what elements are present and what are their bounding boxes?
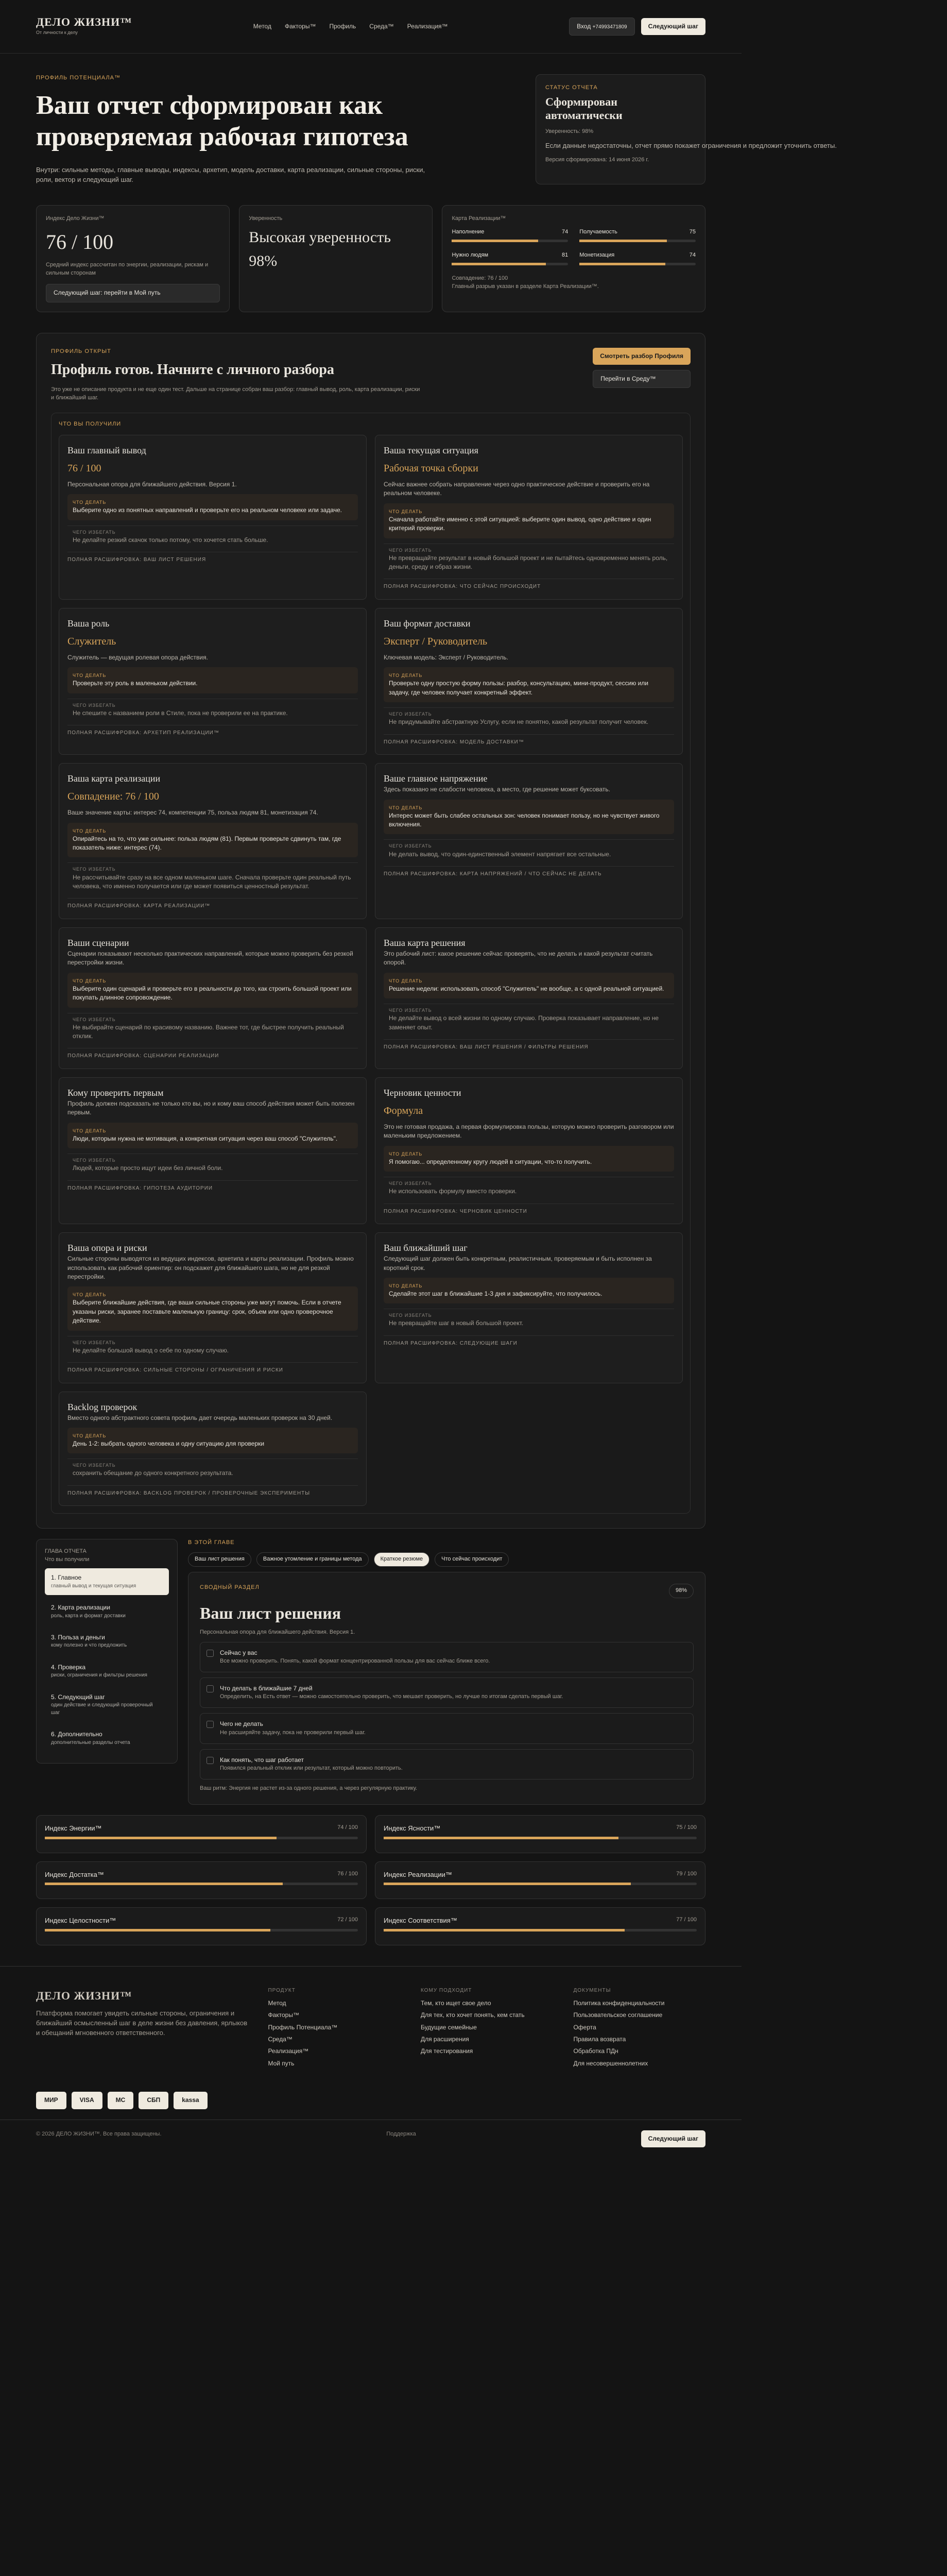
sidebar-item[interactable] [45, 1725, 169, 1752]
card-title: Ваша опора и риски [67, 1243, 147, 1253]
card-link[interactable]: ПОЛНАЯ РАСШИФРОВКА: МОДЕЛЬ ДОСТАВКИ™ [384, 734, 674, 747]
index-bar [384, 1929, 697, 1931]
map-row-value: 74 [689, 252, 696, 259]
card-do: ЧТО ДЕЛАТЬ Выберите один сценарий и проверьте его в реальности до того, как строить большой проект или покупать длинное сопровождение. [67, 973, 358, 1008]
footer-link[interactable]: Обработка ПДн [573, 2047, 618, 2055]
card-dont-text: Не превращайте результат в новый большой проект и не пытайтесь одновременно менять роль, деньги, среду и образ жизни. [389, 554, 668, 571]
step-checkbox[interactable] [206, 1685, 214, 1692]
card-dont: ЧЕГО ИЗБЕГАТЬ Не делайте резкий скачок только потому, что хочется стать больше. [67, 526, 358, 548]
step-desc: Появился реальный отклик или результат, который можно повторить. [220, 1765, 403, 1771]
sidebar-item[interactable] [45, 1628, 169, 1655]
card-dont-text: Не превращайте шаг в новый большой проект. [389, 1319, 524, 1327]
map-row-value: 74 [561, 229, 569, 235]
step-title: Сейчас у вас [220, 1649, 257, 1656]
index-card [375, 1861, 705, 1900]
card-do-text: Интерес может быть слабее остальных зон: человек понимает пользу, но не чувствует живого включения. [389, 811, 660, 828]
map-row-head [579, 251, 696, 260]
card-link[interactable]: ПОЛНАЯ РАСШИФРОВКА: АРХЕТИП РЕАЛИЗАЦИИ™ [67, 725, 358, 737]
site-header [0, 0, 742, 54]
step-checkbox[interactable] [206, 1721, 214, 1728]
card-do: ЧТО ДЕЛАТЬ День 1-2: выбрать одного человека и одну ситуацию для проверки [67, 1428, 358, 1453]
sidebar-item-sub: главный вывод и текущая ситуация [51, 1583, 136, 1589]
sidebar-item[interactable] [45, 1658, 169, 1685]
sidebar-item-sub: риски, ограничения и фильтры решения [51, 1672, 147, 1679]
page-title: Ваш отчет сформирован как проверяемая рабочая гипотеза [36, 90, 408, 152]
card-link[interactable]: ПОЛНАЯ РАСШИФРОВКА: КАРТА РЕАЛИЗАЦИИ™ [67, 898, 358, 910]
card-title: Кому проверить первым [67, 1087, 164, 1098]
card-dont-text: Не спешите с названием роли в Стиле, пока не проверили ее на практике. [73, 709, 288, 717]
hero-kicker: ПРОФИЛЬ ПОТЕНЦИАЛА™ [36, 75, 120, 81]
map-row-bar [579, 240, 696, 242]
card-dont-text: Не рассчитывайте сразу на все одном маленьком шаге. Сначала проверьте один реальный путь человека, что именно получается или где может появиться ценностный результат. [73, 873, 351, 890]
report-title: Профиль готов. Начните с личного разбора [51, 362, 334, 378]
index-bar [384, 1883, 697, 1885]
step-desc: Все можно проверить. Понять, какой формат концентрированной пользы для вас сейчас ближе всего. [220, 1657, 490, 1664]
index-value: 79 / 100 [676, 1870, 697, 1877]
index-name: Индекс Целостности™ [45, 1917, 116, 1925]
card-do: ЧТО ДЕЛАТЬ Сначала работайте именно с этой ситуацией: выберите один вывод, одно действие и один критерий проверки. [384, 503, 674, 538]
card-do: ЧТО ДЕЛАТЬ Опирайтесь на то, что уже сильнее: польза людям (81). Первым проверьте сдвинуть там, где показатель ниже: интерес (74). [67, 823, 358, 858]
card-desc: Ваше значение карты: интерес 74, компетенции 75, польза людям 81, монетизация 74. [67, 809, 318, 817]
index-value: 75 / 100 [676, 1824, 697, 1831]
chapter-sidebar: ГЛАВА ОТЧЕТА Что вы получили 1. Главное главный вывод и текущая ситуация 2. Карта реализации роль, карта и формат доставки 3. Польза и деньги кому полезно и что предложить 4. Проверка риски, ограничения и фильтры решения 5. Следующий шаг один действие и следующий проверочный шаг 6. Дополнительно дополнительные разделы отчета [36, 1539, 178, 1764]
card-do-text: Проверьте эту роль в маленьком действии. [73, 680, 198, 687]
card-do: ЧТО ДЕЛАТЬ Решение недели: использовать способ "Служитель" не вообще, а с одной реальной ситуацией. [384, 973, 674, 998]
footer-link[interactable]: Пользовательское соглашение [573, 2011, 663, 2019]
card-do: ЧТО ДЕЛАТЬ Сделайте этот шаг в ближайшие 1-3 дня и зафиксируйте, что получилось. [384, 1278, 674, 1303]
card-title: Ваш формат доставки [384, 618, 471, 629]
hero-description: Внутри: сильные методы, главные выводы, индексы, архетип, модель доставки, карта реализации, сильные стороны, риски, роли, вектор и следующий шаг. [36, 165, 425, 183]
step-checkbox[interactable] [206, 1757, 214, 1764]
card-desc: Сейчас важнее собрать направление через одно практическое действие и проверить его на реальном человеке. [384, 480, 650, 497]
payment-logo: МИР [36, 2092, 66, 2109]
map-row-value: 75 [689, 229, 696, 235]
card-desc: Вместо одного абстрактного совета профиль дает очередь маленьких проверок на 30 дней. [67, 1414, 333, 1421]
card-dont-text: сохранить обещание до одного конкретного результата. [73, 1469, 233, 1477]
payment-methods [36, 2092, 705, 2109]
index-value: 77 / 100 [676, 1917, 697, 1923]
card-dont: ЧЕГО ИЗБЕГАТЬ Не делайте вывод о всей жизни по одному случаю. Проверка показывает направление, но не заменяет опыт. [384, 1004, 674, 1035]
card-desc: Это не готовая продажа, а первая формулировка пользы, которую можно проверить разговором или маленьким предложением. [384, 1123, 674, 1140]
payment-logo: kassa [174, 2092, 207, 2109]
card-title: Ваша карта решения [384, 937, 466, 948]
sidebar-item-sub: роль, карта и формат доставки [51, 1613, 126, 1619]
footer-link[interactable]: Метод [268, 1999, 286, 2007]
step-title: Что делать в ближайшие 7 дней [220, 1684, 313, 1692]
card-dont-text: Не делать вывод, что один-единственный элемент напрягает все остальные. [389, 850, 611, 858]
card-do: ЧТО ДЕЛАТЬ Проверьте эту роль в маленьком действии. [67, 667, 358, 693]
payment-logo: СБП [139, 2092, 168, 2109]
card-dont-text: Не придумывайте абстрактную Услугу, если не понятно, какой результат получит человек. [389, 718, 649, 726]
map-row-head [452, 228, 568, 236]
card-do: ЧТО ДЕЛАТЬ Я помогаю... определенному кругу людей в ситуации, что-то получить. [384, 1146, 674, 1172]
card-dont: ЧЕГО ИЗБЕГАТЬ Не использовать формулу вместо проверки. [384, 1177, 674, 1199]
map-row-value: 81 [561, 252, 569, 259]
index-card [375, 1907, 705, 1945]
report-card [59, 1232, 367, 1383]
card-link[interactable]: ПОЛНАЯ РАСШИФРОВКА: ЧТО СЕЙЧАС ПРОИСХОДИТ [384, 579, 674, 591]
card-desc: Сценарии показывают несколько практических направлений, которые можно проверить без резкой перестройки жизни. [67, 950, 353, 967]
card-desc: Следующий шаг должен быть конкретным, реалистичным, проверяемым и быть исполнен за короткий срок. [384, 1255, 652, 1272]
map-row [452, 251, 568, 270]
sidebar-item-title: 1. Главное [51, 1574, 82, 1582]
card-do-text: Опирайтесь на то, что уже сильнее: польза людям (81). Первым проверьте сдвинуть там, где показатель ниже: интерес (74). [73, 835, 341, 852]
decision-sheet: СВОДНЫЙ РАЗДЕЛ 98% Ваш лист решения Персональная опора для ближайшего действия. Версия 1. Сейчас у вас Все можно проверить. Понять, какой формат концентрированной пользы для вас сейчас ближе всего. Что делать в ближайшие 7 дней Определить, на Есть ответ — можно самостоятельно проверить, что мешает проверить, но лучше по итогам сделать первый шаг. Чего не делать Не расширяйте задачу, пока не проверили первый шаг. Как понять, что шаг работает Появился реальный отклик или результат, который можно повторить. Ваш ритм: Энергия не растет из-за одного решения, а через регулярную практику. [188, 1572, 705, 1805]
card-do-text: Выберите один сценарий и проверьте его в реальности до того, как строить большой проект или покупать длинное сопровождение. [73, 985, 352, 1002]
card-dont: ЧЕГО ИЗБЕГАТЬ Не делайте большой вывод о себе по одному случаю. [67, 1336, 358, 1358]
footer-link[interactable]: Для тех, кто хочет понять, кем стать [420, 2011, 525, 2019]
nav-environment[interactable]: Среда™ [369, 22, 394, 30]
confidence-value: 98% [249, 252, 278, 270]
map-row-label: Монетизация [579, 252, 615, 259]
card-dont: ЧЕГО ИЗБЕГАТЬ Не превращайте результат в новый большой проект и не пытайтесь одновременно менять роль, деньги, среду и образ жизни. [384, 544, 674, 575]
index-bar [45, 1837, 358, 1839]
index-name: Индекс Достатка™ [45, 1870, 104, 1878]
report-card [59, 608, 367, 755]
sidebar-item-title: 3. Польза и деньги [51, 1634, 105, 1641]
footer-link[interactable]: Среда™ [268, 2035, 292, 2043]
card-link[interactable]: ПОЛНАЯ РАСШИФРОВКА: ВАШ ЛИСТ РЕШЕНИЯ [67, 552, 358, 564]
card-dont-text: Не делайте большой вывод о себе по одному случаю. [73, 1346, 229, 1354]
card-desc: Сильные стороны выводятся из ведущих индексов, архетипа и карты реализации. Профиль можно использовать как рабочий ориентир: он подскажет для ближайшего шага, но не для резкой перестройки. [67, 1255, 354, 1280]
card-desc: Служитель — ведущая ролевая опора действия. [67, 654, 208, 662]
card-desc: Профиль должен подсказать не только кто вы, но и кому ваш способ действия может быть полезен первым. [67, 1099, 355, 1116]
card-dont: ЧЕГО ИЗБЕГАТЬ Не превращайте шаг в новый большой проект. [384, 1309, 674, 1331]
chapter-chip[interactable]: Важное утомление и границы метода [256, 1552, 369, 1567]
index-name: Индекс Соответствия™ [384, 1917, 457, 1925]
index-card: Индекс Дело Жизни™ 76 / 100 Средний индекс рассчитан по энергии, реализации, рискам и сильным сторонам Следующий шаг: перейти в Мой путь [36, 205, 230, 312]
card-title: Backlog проверок [67, 1401, 137, 1412]
card-dont: ЧЕГО ИЗБЕГАТЬ Не придумывайте абстрактную Услугу, если не понятно, какой результат получит человек. [384, 707, 674, 730]
card-desc: Это рабочий лист: какое решение сейчас проверять, что не делать и какой результат считать опорой. [384, 950, 653, 967]
index-card [375, 1815, 705, 1853]
sidebar-item-title: 4. Проверка [51, 1663, 86, 1671]
card-do: ЧТО ДЕЛАТЬ Проверьте одну простую форму пользы: разбор, консультацию, мини-продукт, сессию или задачу, где человек получает конкретный эффект. [384, 667, 674, 702]
step-title: Чего не делать [220, 1720, 263, 1728]
card-dont: ЧЕГО ИЗБЕГАТЬ Не спешите с названием роли в Стиле, пока не проверили ее на практике. [67, 699, 358, 721]
card-do-text: Решение недели: использовать способ "Служитель" не вообще, а с одной реальной ситуацией. [389, 985, 664, 992]
card-dont-text: Не выбирайте сценарий по красивому названию. Важнее тот, где быстрее получить реальный отклик. [73, 1023, 344, 1040]
footer-link[interactable]: Для тестирования [420, 2047, 473, 2055]
main-nav [253, 22, 448, 31]
card-dont: ЧЕГО ИЗБЕГАТЬ Не выбирайте сценарий по красивому названию. Важнее тот, где быстрее получить реальный отклик. [67, 1013, 358, 1044]
nav-method[interactable]: Метод [253, 22, 271, 30]
sidebar-item-sub: дополнительные разделы отчета [51, 1739, 130, 1745]
footer-link[interactable]: Тем, кто ищет свое дело [420, 1999, 491, 2007]
map-row-bar [452, 240, 568, 242]
card-dont-text: Не использовать формулу вместо проверки. [389, 1188, 517, 1195]
card-link[interactable]: ПОЛНАЯ РАСШИФРОВКА: BACKLOG ПРОВЕРОК / ПРОВЕРОЧНЫЕ ЭКСПЕРИМЕНТЫ [67, 1485, 358, 1498]
index-value: 76 / 100 [337, 1870, 358, 1877]
footer-link[interactable]: Факторы™ [268, 2011, 299, 2019]
footer-next-step-button[interactable]: Следующий шаг [641, 2130, 705, 2147]
card-do: ЧТО ДЕЛАТЬ Люди, которым нужна не мотивация, а конкретная ситуация через ваш способ "Служитель". [67, 1123, 358, 1148]
card-link[interactable]: ПОЛНАЯ РАСШИФРОВКА: СЛЕДУЮЩИЕ ШАГИ [384, 1335, 674, 1348]
card-score: 76 / 100 [67, 462, 101, 474]
map-row-head [452, 251, 568, 260]
card-title: Ваш ближайший шаг [384, 1243, 468, 1253]
card-title: Ваше главное напряжение [384, 773, 488, 784]
card-do-text: Выберите ближайшие действия, где ваши сильные стороны уже могут помочь. Если в отчете указаны риски, заранее поставьте маленькую границу: срок, объем или одно проверочное действие. [73, 1299, 341, 1325]
map-row-label: Получаемость [579, 229, 617, 235]
card-do-text: День 1-2: выбрать одного человека и одну ситуацию для проверки [73, 1440, 265, 1448]
footer-link[interactable]: Для несовершеннолетних [573, 2059, 648, 2067]
card-score: Эксперт / Руководитель [384, 636, 488, 648]
sidebar-item-sub: кому полезно и что предложить [51, 1642, 127, 1649]
card-score: Рабочая точка сборки [384, 462, 478, 474]
map-row-bar [579, 263, 696, 265]
card-desc: Ключевая модель: Эксперт / Руководитель. [384, 654, 508, 662]
report-card [375, 927, 683, 1069]
sidebar-item-title: 2. Карта реализации [51, 1604, 110, 1612]
go-my-path-button[interactable]: Следующий шаг: перейти в Мой путь [46, 284, 220, 302]
card-do-text: Я помогаю... определенному кругу людей в ситуации, что-то получить. [389, 1158, 592, 1165]
chapter-chip[interactable]: Ваш лист решения [188, 1552, 251, 1567]
report-card [59, 1392, 367, 1506]
card-dont: ЧЕГО ИЗБЕГАТЬ Не делать вывод, что один-единственный элемент напрягает все остальные. [384, 839, 674, 861]
footer: ДЕЛО ЖИЗНИ™ Платформа помогает увидеть сильные стороны, ограничения и ближайший осмысленный шаг в деле жизни без давления, ярлыков и обещаний мгновенного ответственного. ПРОДУКТ Метод Факторы™ Профиль Потенциала™ Среда™ Реализация™ Мой путь КОМУ ПОДХОДИТ Тем, кто ищет свое дело Для тех, кто хочет понять, кем стать Будущие семейные Для расширения Для тестирования ДОКУМЕНТЫ Политика конфиденциальности Пользовательское соглашение Оферта Правила возврата Обработка ПДн Для несовершеннолетних [0, 1966, 742, 2092]
card-title: Ваша карта реализации [67, 773, 161, 784]
map-row-head [579, 228, 696, 236]
map-row [579, 251, 696, 270]
card-desc: Персональная опора для ближайшего действия. Версия 1. [67, 480, 237, 488]
confidence-badge: 98% [669, 1584, 694, 1598]
footer-link[interactable]: Профиль Потенциала™ [268, 2023, 338, 2031]
card-do-text: Выберите одно из понятных направлений и проверьте его на реальном человеке или задаче. [73, 506, 342, 514]
index-bar [45, 1929, 358, 1931]
step-title: Как понять, что шаг работает [220, 1756, 304, 1764]
card-desc: Здесь показано не слабости человека, а место, где решение может буксовать. [384, 786, 610, 793]
report-section: ПРОФИЛЬ ОТКРЫТ Профиль готов. Начните с личного разбора Это уже не описание продукта и не еще один тест. Дальше на странице собран ваш разбор: главный вывод, роль, карта реализации, риски и ближайший шаг. Смотреть разбор Профиля Перейти в Среду™ ЧТО ВЫ ПОЛУЧИЛИ Ваш главный вывод 76 / 100 Персональная опора для ближайшего действия. Версия 1. ЧТО ДЕЛАТЬ Выберите одно из понятных направлений и проверьте его на реальном человеке или задаче. ЧЕГО ИЗБЕГАТЬ Не делайте резкий скачок только потому, что хочется стать больше. ПОЛНАЯ РАСШИФРОВКА: ВАШ ЛИСТ РЕШЕНИЯ Ваша текущая ситуация Рабочая точка сборки Сейчас важнее собрать направление через одно практическое действие и проверить его на реальном человеке. ЧТО ДЕЛАТЬ Сначала работайте именно с этой ситуацией: выберите один вывод, одно действие и один критерий проверки. ЧЕГО ИЗБЕГАТЬ Не превращайте результат в новый большой проект и не пытайтесь одновременно менять роль, деньги, среду и образ жизни. ПОЛНАЯ РАСШИФРОВКА: ЧТО СЕЙЧАС ПРОИСХОДИТ Ваша роль Служитель Служитель — ведущая ролевая опора действия. ЧТО ДЕЛАТЬ Проверьте эту роль в маленьком действии. ЧЕГО ИЗБЕГАТЬ Не спешите с названием роли в Стиле, пока не проверили ее на практике. ПОЛНАЯ РАСШИФРОВКА: АРХЕТИП РЕАЛИЗАЦИИ™ Ваш формат доставки Эксперт / Руководитель Ключевая модель: Эксперт / Руководитель. ЧТО ДЕЛАТЬ Проверьте одну простую форму пользы: разбор, консультацию, мини-продукт, сессию или задачу, где человек получает конкретный эффект. ЧЕГО ИЗБЕГАТЬ Не придумывайте абстрактную Услугу, если не понятно, какой результат получит человек. ПОЛНАЯ РАСШИФРОВКА: МОДЕЛЬ ДОСТАВКИ™ Ваша карта реализации Совпадение: 76 / 100 Ваше значение карты: интерес 74, компетенции 75, польза людям 81, монетизация 74. ЧТО ДЕЛАТЬ Опирайтесь на то, что уже сильнее: польза людям (81). Первым проверьте сдвинуть там, где показатель ниже: интерес (74). ЧЕГО ИЗБЕГАТЬ Не рассчитывайте сразу на все одном маленьком шаге. Сначала проверьте один реальный путь человека, что именно получается или где может появиться ценностный результат. ПОЛНАЯ РАСШИФРОВКА: КАРТА РЕАЛИЗАЦИИ™ Ваше главное напряжение Здесь показано не слабости человека, а место, где решение может буксовать. ЧТО ДЕЛАТЬ Интерес может быть слабее остальных зон: человек понимает пользу, но не чувствует живого включения. ЧЕГО ИЗБЕГАТЬ Не делать вывод, что один-единственный элемент напрягает все остальные. ПОЛНАЯ РАСШИФРОВКА: КАРТА НАПРЯЖЕНИЙ / ЧТО СЕЙЧАС НЕ ДЕЛАТЬ Ваши сценарии Сценарии показывают несколько практических направлений, которые можно проверить без резкой перестройки жизни. ЧТО ДЕЛАТЬ Выберите один сценарий и проверьте его в реальности до того, как строить большой проект или покупать длинное сопровождение. ЧЕГО ИЗБЕГАТЬ Не выбирайте сценарий по красивому названию. Важнее тот, где быстрее получить реальный отклик. ПОЛНАЯ РАСШИФРОВКА: СЦЕНАРИИ РЕАЛИЗАЦИИ Ваша карта решения Это рабочий лист: какое решение сейчас проверять, что не делать и какой результат считать опорой. ЧТО ДЕЛАТЬ Решение недели: использовать способ "Служитель" не вообще, а с одной реальной ситуацией. ЧЕГО ИЗБЕГАТЬ Не делайте вывод о всей жизни по одному случаю. Проверка показывает направление, но не заменяет опыт. ПОЛНАЯ РАСШИФРОВКА: ВАШ ЛИСТ РЕШЕНИЯ / ФИЛЬТРЫ РЕШЕНИЯ Кому проверить первым Профиль должен подсказать не только кто вы, но и кому ваш способ действия может быть полезен первым. ЧТО ДЕЛАТЬ Люди, которым нужна не мотивация, а конкретная ситуация через ваш способ "Служитель". ЧЕГО ИЗБЕГАТЬ Людей, которые просто ищут идеи без личной боли. ПОЛНАЯ РАСШИФРОВКА: ГИПОТЕЗА АУДИТОРИИ Черновик ценности Формула Это не готовая продажа, а первая формулировка пользы, которую можно проверить разговором или маленьким предложением. ЧТО ДЕЛАТЬ Я помогаю... определенному кругу людей в ситуации, что-то получить. ЧЕГО ИЗБЕГАТЬ Не использовать формулу вместо проверки. ПОЛНАЯ РАСШИФРОВКА: ЧЕРНОВИК ЦЕННОСТИ Ваша опора и риски Сильные стороны выводятся из ведущих индексов, архетипа и карты реализации. Профиль можно использовать как рабочий ориентир: он подскажет для ближайшего шага, но не для резкой перестройки. ЧТО ДЕЛАТЬ Выберите ближайшие действия, где ваши сильные стороны уже могут помочь. Если в отчете указаны риски, заранее поставьте маленькую границу: срок, объем или одно проверочное действие. ЧЕГО ИЗБЕГАТЬ Не делайте большой вывод о себе по одному случаю. ПОЛНАЯ РАСШИФРОВКА: СИЛЬНЫЕ СТОРОНЫ / ОГРАНИЧЕНИЯ И РИСКИ Ваш ближайший шаг Следующий шаг должен быть конкретным, реалистичным, проверяемым и быть исполнен за короткий срок. ЧТО ДЕЛАТЬ Сделайте этот шаг в ближайшие 1-3 дня и зафиксируйте, что получилось. ЧЕГО ИЗБЕГАТЬ Не превращайте шаг в новый большой проект. ПОЛНАЯ РАСШИФРОВКА: СЛЕДУЮЩИЕ ШАГИ Backlog проверок Вместо одного абстрактного совета профиль дает очередь маленьких проверок на 30 дней. ЧТО ДЕЛАТЬ День 1-2: выбрать одного человека и одну ситуацию для проверки ЧЕГО ИЗБЕГАТЬ сохранить обещание до одного конкретного результата. ПОЛНАЯ РАСШИФРОВКА: BACKLOG ПРОВЕРОК / ПРОВЕРОЧНЫЕ ЭКСПЕРИМЕНТЫ [36, 333, 705, 1529]
card-link[interactable]: ПОЛНАЯ РАСШИФРОВКА: ЧЕРНОВИК ЦЕННОСТИ [384, 1204, 674, 1216]
map-row-label: Наполнение [452, 229, 485, 235]
card-title: Ваши сценарии [67, 937, 129, 948]
card-dont-text: Людей, которые просто ищут идеи без личной боли. [73, 1164, 223, 1172]
index-card [36, 1861, 367, 1900]
card-do: ЧТО ДЕЛАТЬ Выберите ближайшие действия, где ваши сильные стороны уже могут помочь. Если в отчете указаны риски, заранее поставьте маленькую границу: срок, объем или одно проверочное действие. [67, 1286, 358, 1330]
footer-link[interactable]: Для расширения [420, 2035, 469, 2043]
card-link[interactable]: ПОЛНАЯ РАСШИФРОВКА: СИЛЬНЫЕ СТОРОНЫ / ОГРАНИЧЕНИЯ И РИСКИ [67, 1362, 358, 1375]
map-row-label: Нужно людям [452, 252, 489, 259]
footer-link[interactable]: Реализация™ [268, 2047, 309, 2055]
card-do-text: Люди, которым нужна не мотивация, а конкретная ситуация через ваш способ "Служитель". [73, 1134, 338, 1142]
index-card [36, 1815, 367, 1853]
footer-link[interactable]: Политика конфиденциальности [573, 1999, 665, 2007]
report-card [59, 763, 367, 919]
report-card [375, 1232, 683, 1383]
sidebar-item[interactable] [45, 1688, 169, 1722]
card-link[interactable]: ПОЛНАЯ РАСШИФРОВКА: ГИПОТЕЗА АУДИТОРИИ [67, 1180, 358, 1193]
card-score: Совпадение: 76 / 100 [67, 791, 159, 803]
card-dont: ЧЕГО ИЗБЕГАТЬ Не рассчитывайте сразу на все одном маленьком шаге. Сначала проверьте один реальный путь человека, что именно получается или где может появиться ценностный результат. [67, 862, 358, 894]
step-desc: Определить, на Есть ответ — можно самостоятельно проверить, что мешает проверить, но лучше по итогам сделать первый шаг. [220, 1693, 563, 1700]
index-value: 76 / 100 [46, 230, 114, 254]
chapter-chip[interactable]: Что сейчас происходит [435, 1552, 509, 1567]
report-card [375, 608, 683, 755]
nav-realization[interactable]: Реализация™ [407, 22, 448, 30]
report-card [375, 1077, 683, 1224]
card-dont: ЧЕГО ИЗБЕГАТЬ Людей, которые просто ищут идеи без личной боли. [67, 1154, 358, 1176]
card-link[interactable]: ПОЛНАЯ РАСШИФРОВКА: ВАШ ЛИСТ РЕШЕНИЯ / ФИЛЬТРЫ РЕШЕНИЯ [384, 1039, 674, 1052]
card-do: ЧТО ДЕЛАТЬ Выберите одно из понятных направлений и проверьте его на реальном человеке или задаче. [67, 494, 358, 520]
sidebar-item-sub: один действие и следующий проверочный шаг [51, 1702, 153, 1716]
footer-link[interactable]: Правила возврата [573, 2035, 626, 2043]
nav-factors[interactable]: Факторы™ [284, 22, 316, 30]
report-card [375, 435, 683, 600]
report-card [59, 927, 367, 1069]
card-score: Формула [384, 1105, 423, 1116]
map-row-bar [452, 263, 568, 265]
card-title: Ваша роль [67, 618, 110, 629]
confidence-card: Уверенность Высокая уверенность 98% [239, 205, 433, 312]
card-do-text: Сначала работайте именно с этой ситуацией: выберите один вывод, одно действие и один критерий проверки. [389, 515, 651, 532]
step-item [200, 1642, 694, 1672]
card-title: Черновик ценности [384, 1087, 461, 1098]
report-card [59, 1077, 367, 1224]
index-name: Индекс Ясности™ [384, 1824, 441, 1832]
index-bar [384, 1837, 697, 1839]
next-step-button[interactable]: Следующий шаг [641, 18, 705, 35]
chapter-chip[interactable]: Краткое резюме [374, 1552, 430, 1567]
sidebar-item[interactable] [45, 1598, 169, 1625]
payment-logo: VISA [72, 2092, 102, 2109]
index-name: Индекс Реализации™ [384, 1870, 452, 1878]
go-environment-button[interactable]: Перейти в Среду™ [593, 370, 691, 388]
footer-link[interactable]: Будущие семейные [420, 2023, 477, 2031]
card-title: Ваша текущая ситуация [384, 445, 478, 455]
step-item [200, 1749, 694, 1780]
card-dont-text: Не делайте вывод о всей жизни по одному случаю. Проверка показывает направление, но не заменяет опыт. [389, 1014, 659, 1031]
login-button[interactable]: Вход +74993471809 [569, 18, 635, 36]
index-bar [45, 1883, 358, 1885]
footer-link[interactable]: Оферта [573, 2023, 596, 2031]
step-checkbox[interactable] [206, 1650, 214, 1657]
card-title: Ваш главный вывод [67, 445, 146, 455]
index-value: 74 / 100 [337, 1824, 358, 1831]
step-item [200, 1677, 694, 1708]
card-do: ЧТО ДЕЛАТЬ Интерес может быть слабее остальных зон: человек понимает пользу, но не чувствует живого включения. [384, 800, 674, 835]
card-do-text: Проверьте одну простую форму пользы: разбор, консультацию, мини-продукт, сессию или задачу, где человек получает конкретный эффект. [389, 680, 649, 696]
card-dont: ЧЕГО ИЗБЕГАТЬ сохранить обещание до одного конкретного результата. [67, 1459, 358, 1481]
sidebar-item-title: 5. Следующий шаг [51, 1693, 105, 1701]
nav-profile[interactable]: Профиль [329, 22, 356, 30]
index-card [36, 1907, 367, 1945]
step-item [200, 1713, 694, 1743]
view-profile-button[interactable]: Смотреть разбор Профиля [593, 348, 691, 365]
card-link[interactable]: ПОЛНАЯ РАСШИФРОВКА: КАРТА НАПРЯЖЕНИЙ / ЧТО СЕЙЧАС НЕ ДЕЛАТЬ [384, 866, 674, 878]
card-dont-text: Не делайте резкий скачок только потому, что хочется стать больше. [73, 536, 268, 544]
hero [0, 54, 837, 195]
card-do-text: Сделайте этот шаг в ближайшие 1-3 дня и зафиксируйте, что получилось. [389, 1290, 602, 1298]
status-card: СТАТУС ОТЧЕТА Сформирован автоматически Уверенность: 98% Если данные недостаточны, отчет прямо покажет ограничения и предложит уточнить ответы. Версия сформирована: 14 июня 2026 г. [536, 74, 705, 184]
payment-logo: MC [108, 2092, 134, 2109]
map-row [452, 228, 568, 247]
report-card [59, 435, 367, 600]
card-link[interactable]: ПОЛНАЯ РАСШИФРОВКА: СЦЕНАРИИ РЕАЛИЗАЦИИ [67, 1048, 358, 1060]
footer-link[interactable]: Мой путь [268, 2059, 295, 2067]
card-score: Служитель [67, 636, 116, 648]
report-card [375, 763, 683, 919]
map-row [579, 228, 696, 247]
index-value: 72 / 100 [337, 1917, 358, 1923]
sidebar-item[interactable] [45, 1568, 169, 1595]
step-desc: Не расширяйте задачу, пока не проверили первый шаг. [220, 1729, 366, 1736]
realization-map-card: Карта Реализации™ Наполнение 74 Получаемость 75 Нужно людям 81 Монетизация 74 Совпадение: 76 / 100 Главный разрыв указан в разделе Карта Реализации™. [442, 205, 705, 312]
logo[interactable]: ДЕЛО ЖИЗНИ™ От личности к делу [36, 15, 132, 36]
index-name: Индекс Энергии™ [45, 1824, 102, 1832]
sidebar-item-title: 6. Дополнительно [51, 1731, 102, 1738]
